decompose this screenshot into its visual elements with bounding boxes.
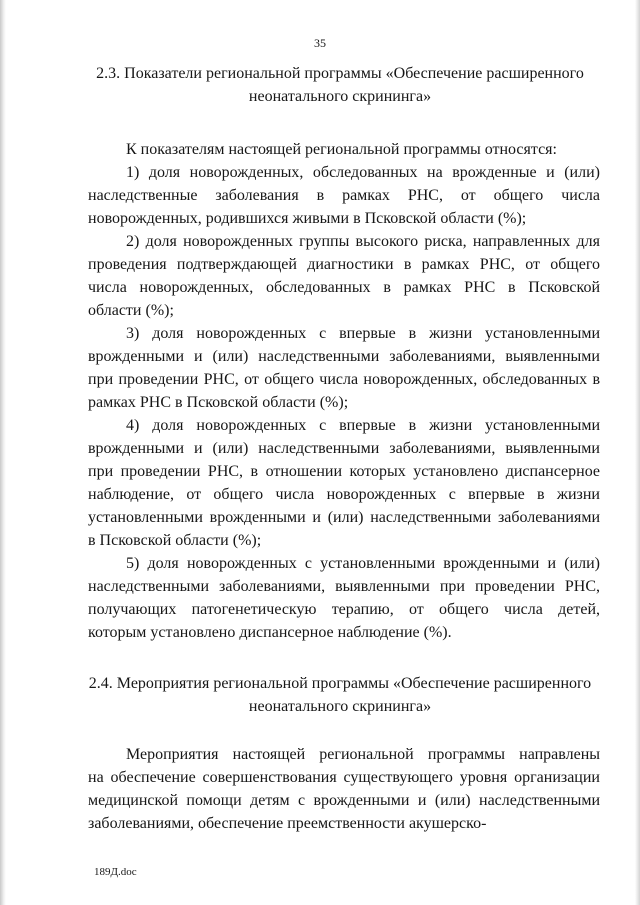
- text-line: установленными врожденными и (или) наследственными заболеваниями: [88, 509, 600, 526]
- text-line: проведения подтверждающей диагностики в рамках РНС, от общего: [88, 256, 600, 273]
- scan-edge-left: [0, 0, 6, 905]
- text-line: наследственными заболеваниями, выявленными при проведении РНС,: [88, 578, 600, 595]
- intro-paragraph: [88, 138, 600, 161]
- section-2-4-heading-line: неонатального скрининга»: [248, 698, 432, 715]
- text-line: Мероприятия настоящей региональной программы направлены: [126, 746, 600, 763]
- text-line: врожденными и (или) наследственными заболеваниями, выявленными: [88, 348, 600, 365]
- section-2-3-heading: [70, 62, 610, 108]
- indicators-section: [88, 138, 600, 644]
- measures-section: [88, 743, 600, 835]
- text-line: К показателям настоящей региональной программы относятся:: [126, 141, 557, 158]
- text-line: 1) доля новорожденных, обследованных на врожденные и (или): [126, 164, 600, 181]
- text-line: новорожденных, родившихся живыми в Псковской области (%);: [88, 210, 527, 227]
- indicator-item: [88, 230, 600, 322]
- text-line: 2) доля новорожденных группы высокого риска, направленных для: [126, 233, 600, 250]
- section-2-4-heading-line: 2.4. Мероприятия региональной программы «Обеспечение расширенного: [88, 675, 592, 692]
- indicator-item: [88, 322, 600, 414]
- text-line: заболеваниями, обеспечение преемственности акушерско-: [88, 815, 487, 832]
- section-2-3-heading-line: неонатального скрининга»: [248, 88, 432, 105]
- text-line: 3) доля новорожденных с впервые в жизни установленными: [126, 325, 600, 342]
- indicator-item: [88, 414, 600, 552]
- section-2-3-heading-line: 2.3. Показатели региональной программы «Обеспечение расширенного: [96, 65, 584, 82]
- text-line: при проведении РНС, в отношении которых установлено диспансерное: [88, 463, 600, 480]
- text-line: получающих патогенетическую терапию, от общего числа детей,: [88, 601, 600, 618]
- text-line: наследственные заболевания в рамках РНС, от общего числа: [88, 187, 600, 204]
- text-line: 4) доля новорожденных с впервые в жизни установленными: [126, 417, 600, 434]
- text-line: 5) доля новорожденных с установленными врожденными и (или): [126, 555, 600, 572]
- text-line: медицинской помощи детям с врожденными и (или) наследственными: [88, 792, 600, 809]
- indicator-item: [88, 161, 600, 230]
- text-line: рамках РНС в Псковской области (%);: [88, 394, 349, 411]
- text-line: числа новорожденных, обследованных в рамках РНС в Псковской: [88, 279, 600, 296]
- text-line: которым установлено диспансерное наблюдение (%).: [88, 624, 452, 641]
- file-name-footer: 189Д.doc: [94, 866, 137, 878]
- text-line: на обеспечение совершенствования существующего уровня организации: [88, 769, 600, 786]
- text-line: при проведении РНС, от общего числа новорожденных, обследованных в: [88, 371, 600, 388]
- measures-paragraph: [88, 743, 600, 835]
- scan-edge-right: [635, 0, 640, 905]
- text-line: наблюдение, от общего числа новорожденных с впервые в жизни: [88, 486, 600, 503]
- text-line: области (%);: [88, 302, 174, 319]
- page-number: 35: [314, 36, 326, 50]
- text-line: врожденными и (или) наследственными заболеваниями, выявленными: [88, 440, 600, 457]
- section-2-4-heading: [70, 672, 610, 718]
- indicator-item: [88, 552, 600, 644]
- text-line: в Псковской области (%);: [88, 532, 262, 549]
